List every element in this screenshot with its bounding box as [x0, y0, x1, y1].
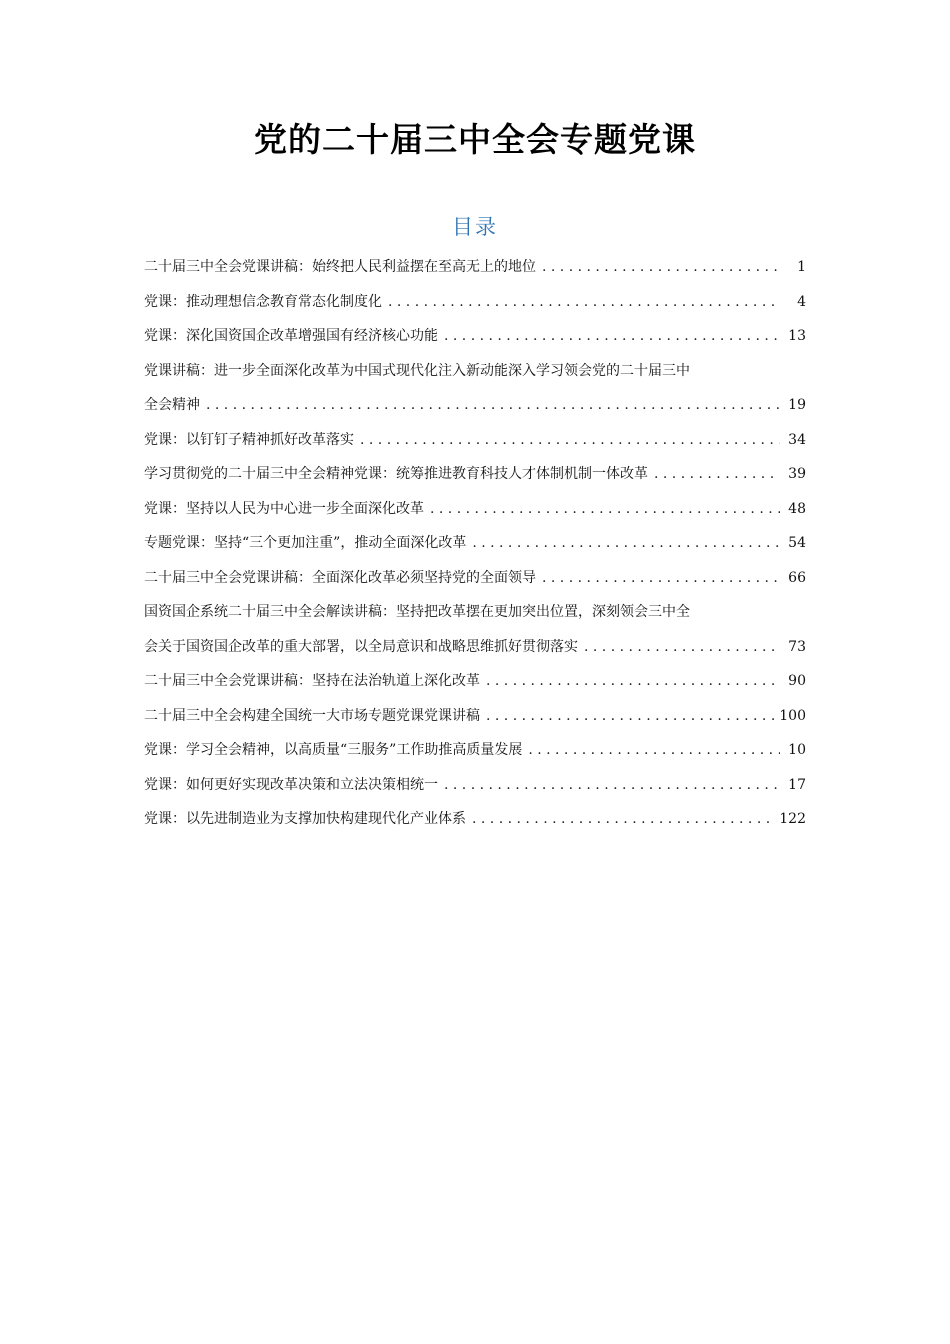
- toc-entry-title: 专题党课：坚持“三个更加注重”，推动全面深化改革: [144, 535, 467, 551]
- dot-leader: [584, 630, 780, 665]
- dot-leader: [472, 526, 780, 561]
- toc-entry[interactable]: [144, 354, 806, 423]
- toc-entry-title: 国资国企系统二十届三中全会解读讲稿：坚持把改革摆在更加突出位置，深刻领会三中全: [144, 604, 690, 620]
- toc-entry-title-continued: 会关于国资国企改革的重大部署，以全局意识和战略思维抓好贯彻落实: [144, 638, 578, 655]
- toc-entry[interactable]: [144, 526, 806, 561]
- toc-entry[interactable]: [144, 768, 806, 803]
- dot-leader: [542, 250, 780, 285]
- table-of-contents: [144, 250, 806, 837]
- toc-entry[interactable]: [144, 250, 806, 285]
- toc-page-number: 19: [788, 397, 806, 413]
- toc-heading: 目录: [452, 215, 498, 239]
- toc-entry-title: 党课：深化国资国企改革增强国有经济核心功能: [144, 328, 438, 344]
- toc-page-number: 4: [797, 293, 806, 310]
- toc-page-number: 10: [788, 742, 806, 758]
- toc-entry-title: 党课：学习全会精神，以高质量“三服务”工作助推高质量发展: [144, 742, 523, 758]
- dot-leader: [528, 733, 780, 768]
- toc-entry[interactable]: [144, 802, 806, 837]
- toc-page-number: 90: [788, 673, 806, 689]
- dot-leader: [486, 699, 775, 734]
- toc-entry[interactable]: [144, 699, 806, 734]
- toc-entry-title: 二十届三中全会党课讲稿：始终把人民利益摆在至高无上的地位: [144, 259, 536, 275]
- toc-entry-title: 二十届三中全会党课讲稿：坚持在法治轨道上深化改革: [144, 673, 480, 689]
- toc-entry-title: 学习贯彻党的二十届三中全会精神党课：统筹推进教育科技人才体制机制一体改革: [144, 466, 648, 482]
- toc-entry-title: 二十届三中全会党课讲稿：全面深化改革必须坚持党的全面领导: [144, 569, 536, 586]
- dot-leader: [206, 388, 780, 423]
- toc-entry-title: 二十届三中全会构建全国统一大市场专题党课党课讲稿: [144, 707, 480, 724]
- toc-entry[interactable]: [144, 457, 806, 492]
- page-title: 党的二十届三中全会专题党课: [254, 120, 696, 159]
- dot-leader: [654, 457, 780, 492]
- toc-page-number: 13: [788, 328, 806, 344]
- toc-entry[interactable]: [144, 285, 806, 320]
- toc-entry-title-continued: 全会精神: [144, 397, 200, 413]
- toc-page-number: 17: [788, 776, 806, 793]
- dot-leader: [542, 561, 780, 596]
- toc-page-number: 34: [788, 431, 806, 448]
- toc-page-number: 48: [788, 500, 806, 517]
- toc-entry[interactable]: [144, 664, 806, 699]
- dot-leader: [472, 802, 775, 837]
- toc-entry-title: 党课：坚持以人民为中心进一步全面深化改革: [144, 500, 424, 517]
- dot-leader: [430, 492, 780, 527]
- toc-entry-title: 党课：以先进制造业为支撑加快构建现代化产业体系: [144, 811, 466, 827]
- toc-page-number: 100: [779, 707, 806, 724]
- toc-entry-title: 党课：如何更好实现改革决策和立法决策相统一: [144, 776, 438, 793]
- dot-leader: [444, 319, 780, 354]
- dot-leader: [486, 664, 780, 699]
- toc-page-number: 122: [779, 811, 806, 827]
- dot-leader: [388, 285, 780, 320]
- toc-page-number: 73: [788, 638, 806, 655]
- toc-entry[interactable]: [144, 733, 806, 768]
- toc-entry-title: 党课讲稿：进一步全面深化改革为中国式现代化注入新动能深入学习领会党的二十届三中: [144, 362, 690, 379]
- dot-leader: [444, 768, 780, 803]
- toc-entry[interactable]: [144, 319, 806, 354]
- toc-entry[interactable]: [144, 423, 806, 458]
- toc-page-number: 54: [788, 535, 806, 551]
- toc-entry-title: 党课：推动理想信念教育常态化制度化: [144, 293, 382, 310]
- toc-entry[interactable]: [144, 595, 806, 664]
- toc-page-number: 39: [788, 466, 806, 482]
- toc-entry[interactable]: [144, 561, 806, 596]
- toc-page-number: 66: [788, 569, 806, 586]
- toc-entry[interactable]: [144, 492, 806, 527]
- toc-entry-title: 党课：以钉钉子精神抓好改革落实: [144, 431, 354, 448]
- toc-page-number: 1: [797, 259, 806, 275]
- dot-leader: [360, 423, 780, 458]
